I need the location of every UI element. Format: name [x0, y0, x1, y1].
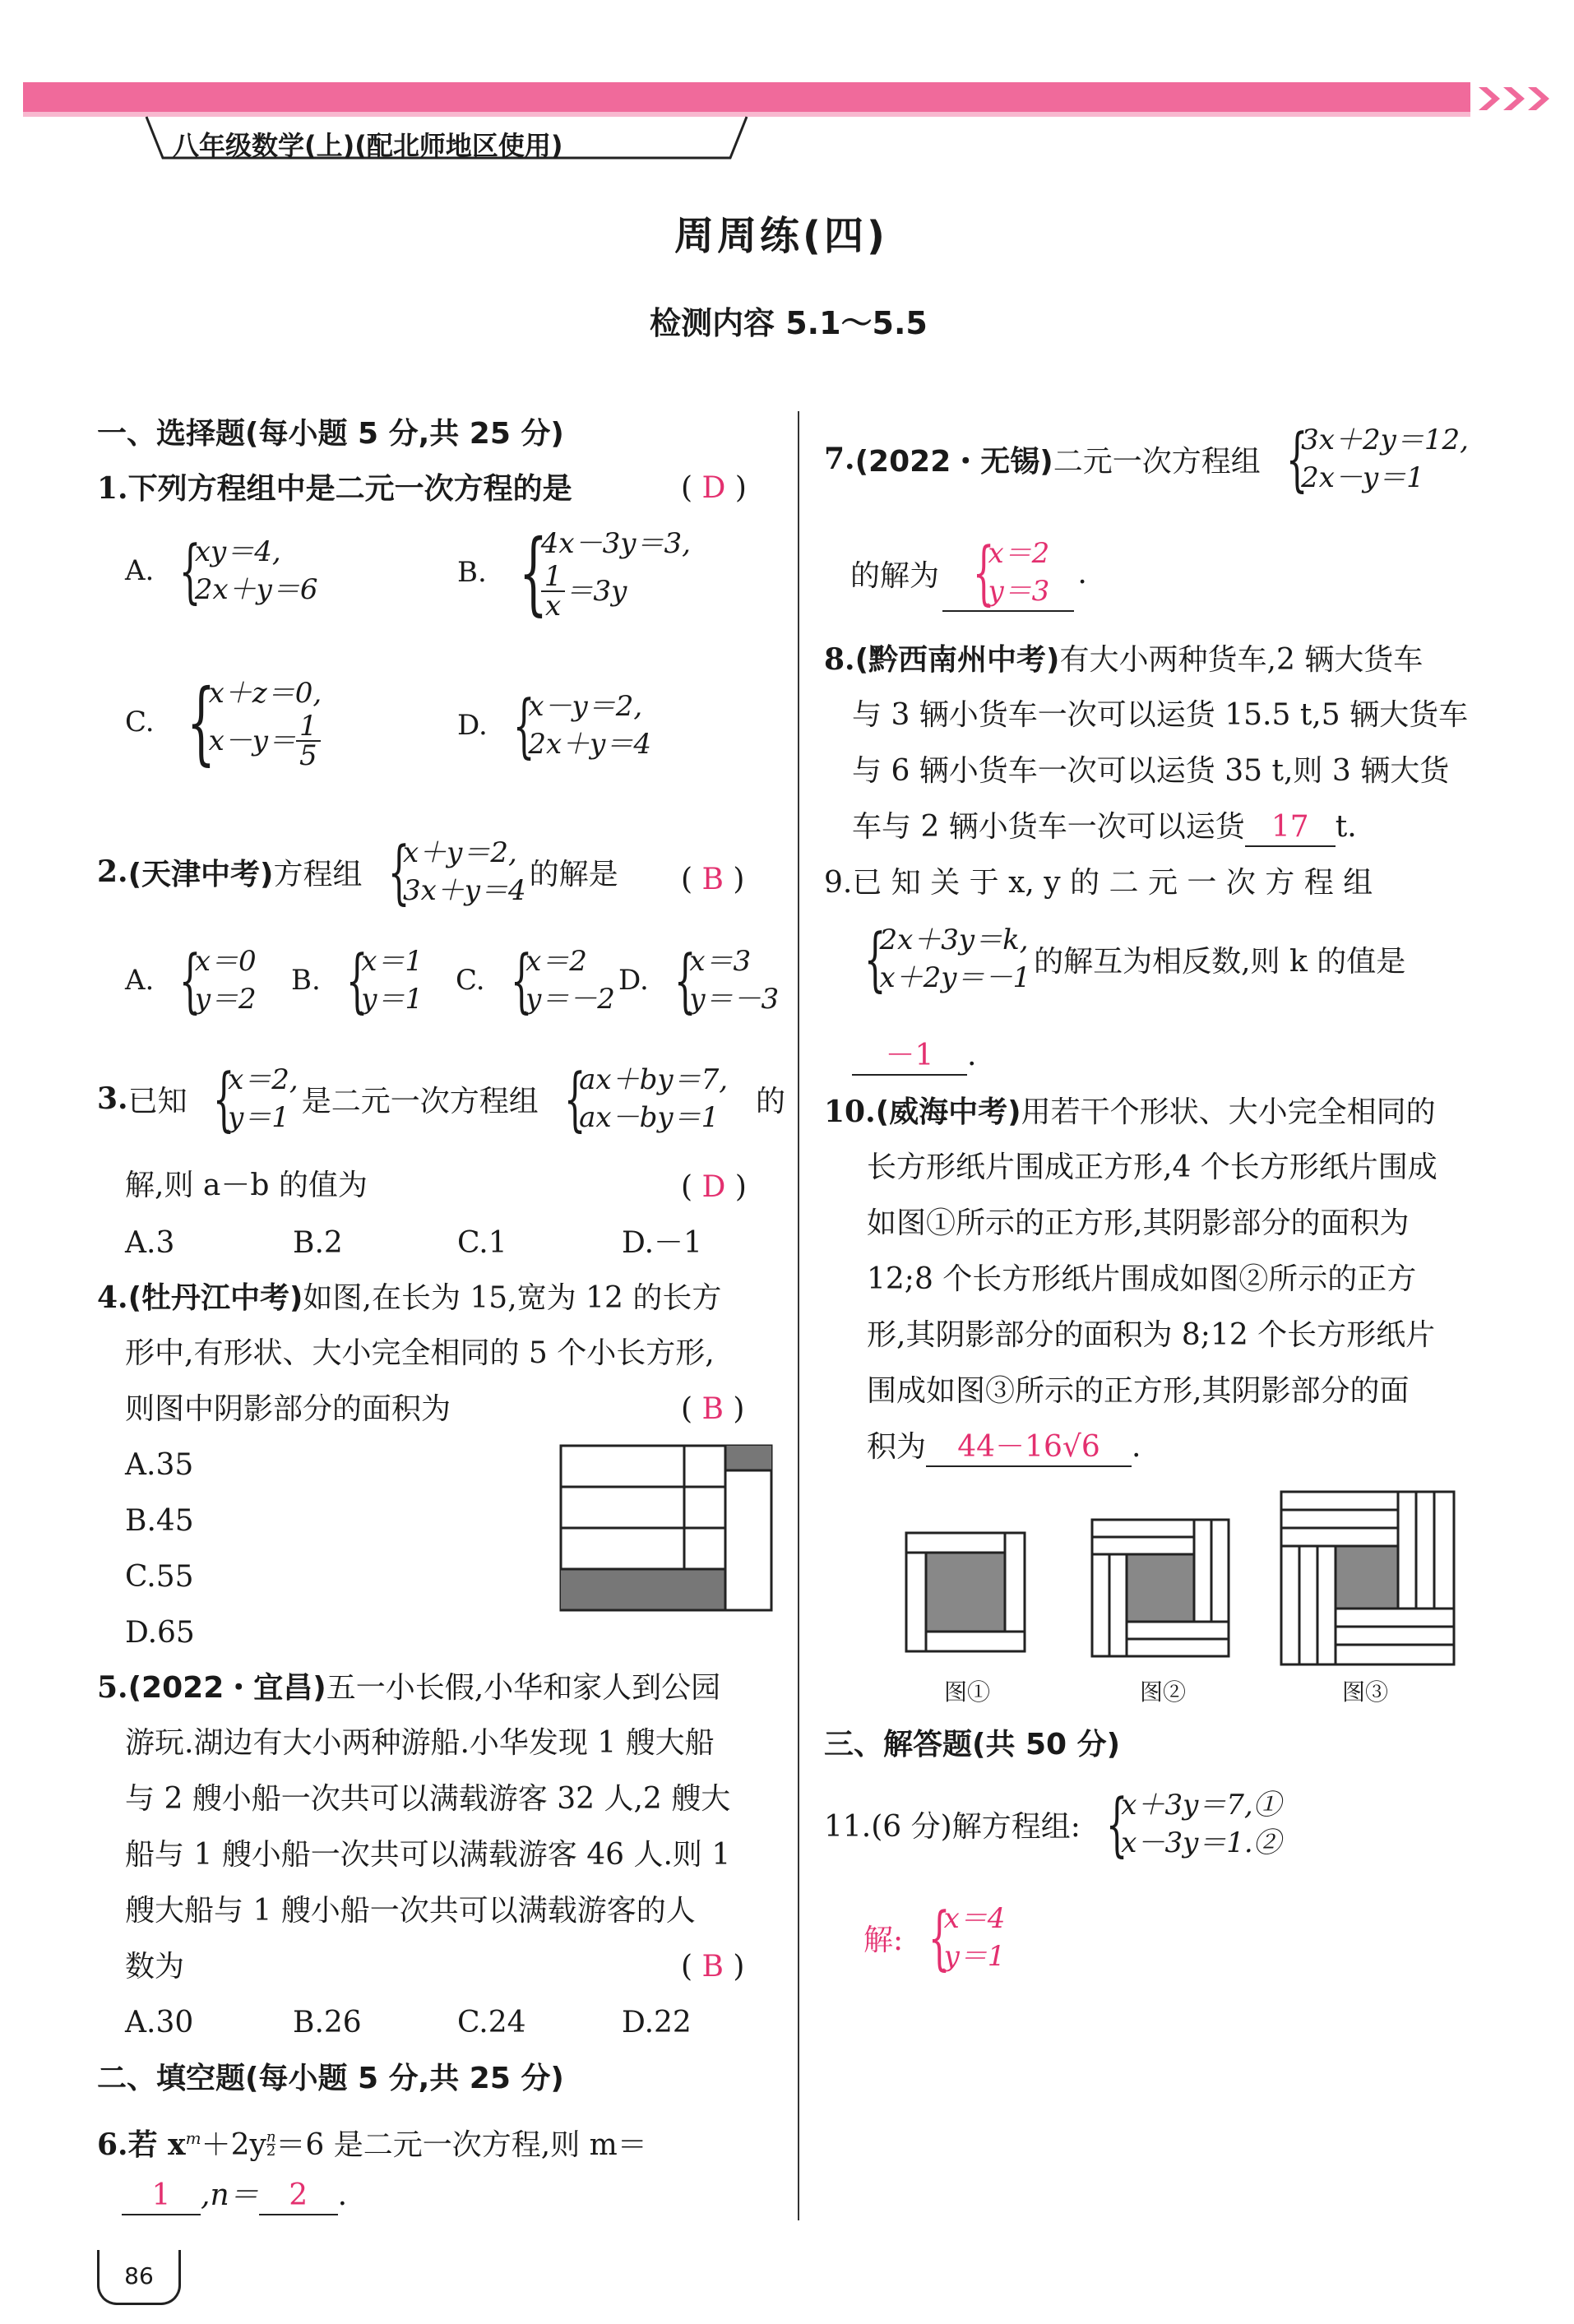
- section3-heading: 三、解答题(共 50 分): [824, 1728, 1121, 1762]
- q7-answer-x: x＝2: [988, 537, 1050, 570]
- q1-answer-value: D: [701, 471, 726, 505]
- q1-c-denominator: 5: [299, 739, 317, 772]
- q7-stem: 7. (2022・无锡) 二元一次方程组 { 3x＋2y＝12, 2x－y＝1: [824, 419, 1469, 499]
- q11-solution-label: 解:: [863, 1923, 904, 1957]
- q2-eq2: 3x＋y＝4: [402, 874, 526, 907]
- q10-line6: 围成如图③所示的正方形,其阴影部分的面: [867, 1374, 1410, 1408]
- q2-answer: ( B ): [681, 863, 745, 896]
- q5-answer-value: B: [701, 1950, 724, 1984]
- q5-line6: 数为: [125, 1950, 185, 1984]
- q10-line3: 如图①所示的正方形,其阴影部分的面积为: [867, 1206, 1410, 1240]
- q10-line1: 10.(威海中考)用若干个形状、大小完全相同的: [824, 1095, 1436, 1129]
- q2-option-a: A. { x＝0 y＝2: [125, 940, 257, 1021]
- q1-stem: [97, 470, 572, 507]
- q4-answer-value: B: [701, 1392, 724, 1426]
- q1-answer: ( D ): [681, 471, 747, 505]
- q1-b-label: B.: [457, 556, 487, 589]
- q9-answer: －1: [852, 1038, 967, 1076]
- q11-stem: 11.(6 分)解方程组: { x＋3y＝7,① x－3y＝1.②: [824, 1784, 1281, 1864]
- q10-figure-1-label: 图①: [944, 1678, 991, 1706]
- q1-b-numerator: 1: [541, 562, 566, 592]
- q6-line1: 6.若 $x^m+2y$ $^{\frac{n}{2}}$ ＝6 是二元一次方程,则 m＝: [97, 2127, 647, 2162]
- q1-c-eq2: x－y＝: [208, 725, 297, 757]
- q5-line3: 与 2 艘小船一次共可以满载游客 32 人,2 艘大: [125, 1782, 731, 1816]
- q1-option-c: C. { x＋z＝0, x－y＝ $\frac{1}{5}$: [125, 669, 322, 775]
- q3-pre: 已知: [127, 1084, 187, 1118]
- q2-option-d: D. { x＝3 y＝－3: [618, 940, 780, 1021]
- q4-line1: 4.(牡丹江中考)如图,在长为 15,宽为 12 的长方: [97, 1280, 722, 1315]
- q1-c-label: C.: [125, 706, 155, 738]
- q1-a-label: A.: [125, 554, 155, 587]
- q7-tag: (2022・无锡): [854, 444, 1053, 479]
- q4-line2: 形中,有形状、大小完全相同的 5 个小长方形,: [125, 1336, 715, 1370]
- q1-a-eq1: xy＝4,: [194, 535, 281, 568]
- q10-figure-2: [1090, 1518, 1230, 1660]
- q3-stem: 3. 已知 { x＝2, y＝1 是二元一次方程组 { ax＋by＝7, ax－by＝1 的: [97, 1058, 786, 1139]
- q1-d-label: D.: [457, 709, 488, 742]
- q5-line2: 游玩.湖边有大小两种游船.小华发现 1 艘大船: [125, 1726, 715, 1760]
- q2-option-b: B. { x＝1 y＝1: [291, 940, 424, 1021]
- q5-option-d: D.22: [622, 2006, 692, 2039]
- page-number: 86: [97, 2250, 181, 2305]
- q3-option-a: A.3: [125, 1226, 175, 1260]
- q10-tag: (威海中考): [875, 1095, 1021, 1129]
- q1-b-eq2: ＝3y: [565, 575, 627, 608]
- q9-line1: 9.已 知 关 于 x, y 的 二 元 一 次 方 程 组: [824, 866, 1373, 900]
- q2-stem: 2. (天津中考) 方程组 { x＋y＝2, 3x＋y＝4 的解是: [97, 831, 618, 912]
- q5-option-c: C.24: [457, 2006, 526, 2039]
- q10-figure-3-label: 图③: [1342, 1678, 1389, 1706]
- q1-option-b: B. { 4x－3y＝3, $\frac{1}{x}$ ＝3y: [457, 520, 691, 625]
- q2-tail: 的解是: [529, 857, 618, 891]
- q10-figure-1: [905, 1531, 1026, 1653]
- q9-line2: { 2x＋3y＝k, x＋2y＝－1 的解互为相反数,则 k 的值是: [863, 919, 1406, 999]
- q3-number: 3.: [97, 1081, 128, 1116]
- q3-option-c: C.1: [457, 1226, 507, 1260]
- q2-answer-value: B: [701, 863, 724, 896]
- q1-option-d: D. { x－y＝2, 2x＋y＝4: [457, 685, 651, 766]
- q5-tag: (2022・宜昌): [127, 1671, 326, 1705]
- q10-line2: 长方形纸片围成正方形,4 个长方形纸片围成: [867, 1150, 1437, 1184]
- q4-option-d: D.65: [125, 1616, 195, 1650]
- q4-option-a: A.35: [125, 1448, 194, 1482]
- q5-line4: 船与 1 艘小船一次共可以满载游客 46 人.则 1: [125, 1838, 731, 1872]
- page-title: 周周练(四): [674, 213, 888, 259]
- q4-answer: ( B ): [681, 1392, 745, 1426]
- q1-option-a: A. { xy＝4, 2x＋y＝6: [125, 530, 318, 611]
- q10-line7: 积为 44－16√6 .: [867, 1429, 1141, 1467]
- q8-line3: 与 6 辆小货车一次可以运货 35 t,则 3 辆大货: [852, 754, 1450, 788]
- q5-answer: ( B ): [681, 1950, 745, 1984]
- q1-c-eq1: x＋z＝0,: [208, 677, 322, 710]
- q11-label: 11.(6 分)解方程组:: [824, 1809, 1081, 1844]
- q11-solution-y: y＝1: [943, 1940, 1006, 1973]
- q7-answer-line: 的解为 { x＝2 y＝3 .: [850, 532, 1087, 613]
- section2-heading: 二、填空题(每小题 5 分,共 25 分): [97, 2062, 564, 2095]
- q1-d-eq1: x－y＝2,: [528, 690, 643, 723]
- q8-line1: 8.(黔西南州中考)有大小两种货车,2 辆大货车: [824, 642, 1424, 677]
- q3-answer: ( D ): [681, 1170, 747, 1204]
- q5-option-a: A.30: [125, 2006, 194, 2039]
- q10-figure-3: [1280, 1490, 1456, 1668]
- header-subtitle: 八年级数学(上)(配北师地区使用): [173, 130, 563, 161]
- q2-number: 2.: [97, 854, 128, 889]
- q10-line5: 形,其阴影部分的面积为 8;12 个长方形纸片: [867, 1318, 1436, 1352]
- q3-answer-value: D: [701, 1170, 726, 1204]
- q10-answer: 44－16√6: [926, 1429, 1132, 1467]
- q9-line3: －1 .: [852, 1038, 976, 1076]
- q1-b-denominator: x: [545, 590, 562, 623]
- q1-c-numerator: 1: [296, 712, 321, 742]
- q1-b-eq1: 4x－3y＝3,: [540, 527, 691, 560]
- q2-tag: (天津中考): [127, 857, 274, 891]
- q3-mid: 是二元一次方程组: [301, 1084, 539, 1118]
- q10-figure-2-label: 图②: [1140, 1678, 1187, 1706]
- q3-line2: 解,则 a－b 的值为: [125, 1169, 368, 1202]
- q4-option-b: B.45: [125, 1504, 194, 1538]
- q11-solution-x: x＝4: [943, 1902, 1006, 1935]
- q4-line3: 则图中阴影部分的面积为: [125, 1392, 451, 1426]
- q11-solution: 解: { x＝4 y＝1: [863, 1897, 1006, 1978]
- q2-stem-text: 方程组: [273, 857, 363, 891]
- q7-answer-y: y＝3: [988, 575, 1050, 608]
- q6-answer-n: 2: [259, 2178, 338, 2215]
- q5-option-b: B.26: [293, 2006, 362, 2039]
- column-divider: [798, 411, 799, 2220]
- q4-tag: (牡丹江中考): [127, 1281, 303, 1315]
- q1-stem-text: 1.下列方程组中是二元一次方程的是: [97, 471, 572, 506]
- section1-heading: 一、选择题(每小题 5 分,共 25 分): [97, 417, 564, 451]
- q4-figure: [559, 1444, 775, 1613]
- q1-a-eq2: 2x＋y＝6: [194, 573, 318, 606]
- q4-option-c: C.55: [125, 1560, 194, 1594]
- q6-line2: 1 ,n＝ 2 .: [122, 2178, 347, 2215]
- q2-options: [125, 942, 783, 1025]
- q5-line1: 5.(2022・宜昌)五一小长假,小华和家人到公园: [97, 1670, 721, 1705]
- q8-tag: (黔西南州中考): [854, 643, 1060, 677]
- q1-d-eq2: 2x＋y＝4: [528, 728, 651, 761]
- q8-answer: 17: [1245, 809, 1336, 847]
- q3-tail: 的: [756, 1084, 786, 1118]
- q8-line4: 车与 2 辆小货车一次可以运货 17 t.: [852, 809, 1357, 847]
- q2-eq1: x＋y＝2,: [402, 836, 517, 869]
- scope-subtitle: 检测内容 5.1～5.5: [650, 305, 928, 341]
- q3-option-d: D.－1: [622, 1226, 702, 1260]
- q5-line5: 艘大船与 1 艘小船一次共可以满载游客的人: [125, 1894, 696, 1928]
- q2-option-c: C. { x＝2 y＝－2: [456, 940, 615, 1021]
- q10-line4: 12;8 个长方形纸片围成如图②所示的正方: [867, 1262, 1417, 1296]
- q8-line2: 与 3 辆小货车一次可以运货 15.5 t,5 辆大货车: [852, 698, 1469, 732]
- q6-answer-m: 1: [122, 2178, 201, 2215]
- q3-option-b: B.2: [293, 1226, 343, 1260]
